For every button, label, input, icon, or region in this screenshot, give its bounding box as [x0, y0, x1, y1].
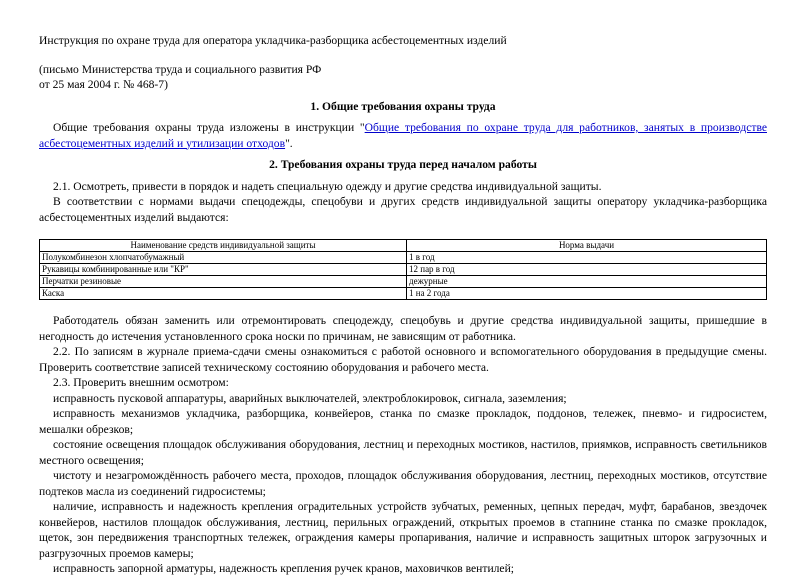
table-row — [40, 288, 767, 300]
table-header-row — [40, 240, 767, 252]
table-cell-ppe: Рукавицы комбинированные или "КР" — [40, 264, 407, 276]
paragraph-2-3: 2.3. Проверить внешним осмотром: — [53, 376, 229, 389]
document-page — [39, 33, 767, 577]
table-cell-norm: дежурные — [407, 276, 767, 288]
table-header-ppe: Наименование средств индивидуальной защиты — [40, 240, 407, 252]
inspection-item: чистоту и незагромождённость рабочего места, проходов, площадок обслуживания оборудования, лестниц, переходных мостиков, отсутствие подтеков масла из соединений гидросистемы; — [39, 469, 767, 498]
table-row — [40, 264, 767, 276]
inspection-item: состояние освещения площадок обслуживания оборудования, лестниц и переходных мостиков, настилов, приямков, исправность светильников местного освещения; — [39, 438, 767, 467]
section-1-heading: 1. Общие требования охраны труда — [310, 99, 496, 113]
section-1-text-before: Общие требования охраны труда изложены в инструкции " — [53, 121, 365, 134]
section-2-heading: 2. Требования охраны труда перед началом работы — [269, 158, 537, 171]
table-header-norm: Норма выдачи — [407, 240, 767, 252]
source-line-1: (письмо Министерства труда и социального развития РФ — [39, 62, 322, 76]
table-cell-ppe: Перчатки резиновые — [40, 276, 407, 288]
inspection-item: исправность пусковой аппаратуры, аварийных выключателей, электроблокировок, сигнала, заземления; — [53, 391, 567, 405]
section-1-text-after: ". — [285, 136, 293, 150]
inspection-item: исправность запорной арматуры, надежность крепления ручек кранов, маховичков вентилей; — [53, 562, 515, 575]
table-cell-norm: 1 в год — [407, 252, 767, 264]
general-requirements-link[interactable]: Общие требования по охране труда для работников, занятых в производстве асбестоцементных изделий и утилизации отходов — [39, 121, 767, 150]
table-row — [40, 252, 767, 264]
source-line-2: от 25 мая 2004 г. № 468-7) — [39, 78, 168, 91]
table-cell-ppe: Полукомбинезон хлопчатобумажный — [40, 252, 407, 264]
table-cell-norm: 1 на 2 года — [407, 288, 767, 300]
table-row — [40, 276, 767, 288]
table-cell-ppe: Каска — [40, 288, 407, 300]
paragraph-2-2: 2.2. По записям в журнале приема-сдачи смены ознакомиться с работой основного и вспомогательного оборудования в предыдущие смены. Проверить соответствие записей техническому состоянию оборудования и рабочего места. — [39, 345, 767, 374]
inspection-item: исправность механизмов укладчика, разборщика, конвейеров, станка по смазке прокладок, поддонов, тележек, пневмо- и гидросистем, мешалки обрезков; — [39, 407, 767, 436]
employer-obligation-paragraph: Работодатель обязан заменить или отремонтировать спецодежду, спецобувь и другие средства индивидуальной защиты, пришедшие в негодность до истечения установленного срока носки по причинам, не зависящим от работника. — [39, 314, 767, 343]
section-1-paragraph — [39, 120, 767, 151]
table-cell-norm: 12 пар в год — [407, 264, 767, 276]
norms-intro-paragraph: В соответствии с нормами выдачи спецодежды, спецобуви и других средств индивидуальной защиты оператору укладчика-разборщика асбестоцементных изделий выдаются: — [39, 195, 767, 224]
ppe-norms-table — [39, 239, 767, 300]
paragraph-2-1: 2.1. Осмотреть, привести в порядок и надеть специальную одежду и другие средства индивидуальной защиты. — [53, 179, 602, 193]
inspection-item: наличие, исправность и надежность крепления оградительных устройств зубчатых, ременных, цепных передач, муфт, барабанов, звездочек конвейеров, настилов площадок обслуживания, лестниц, перильных ограждений, открытых проемов в стапнине станка по смазке прокладок, щеток, зон передвижения транспортных тележек, ограждения камеры пропаривания, наличие и исправность защитных шторок загрузочных и разгрузочных проемов камеры; — [39, 500, 767, 560]
document-title: Инструкция по охране труда для оператора укладчика-разборщика асбестоцементных изделий — [39, 34, 507, 47]
